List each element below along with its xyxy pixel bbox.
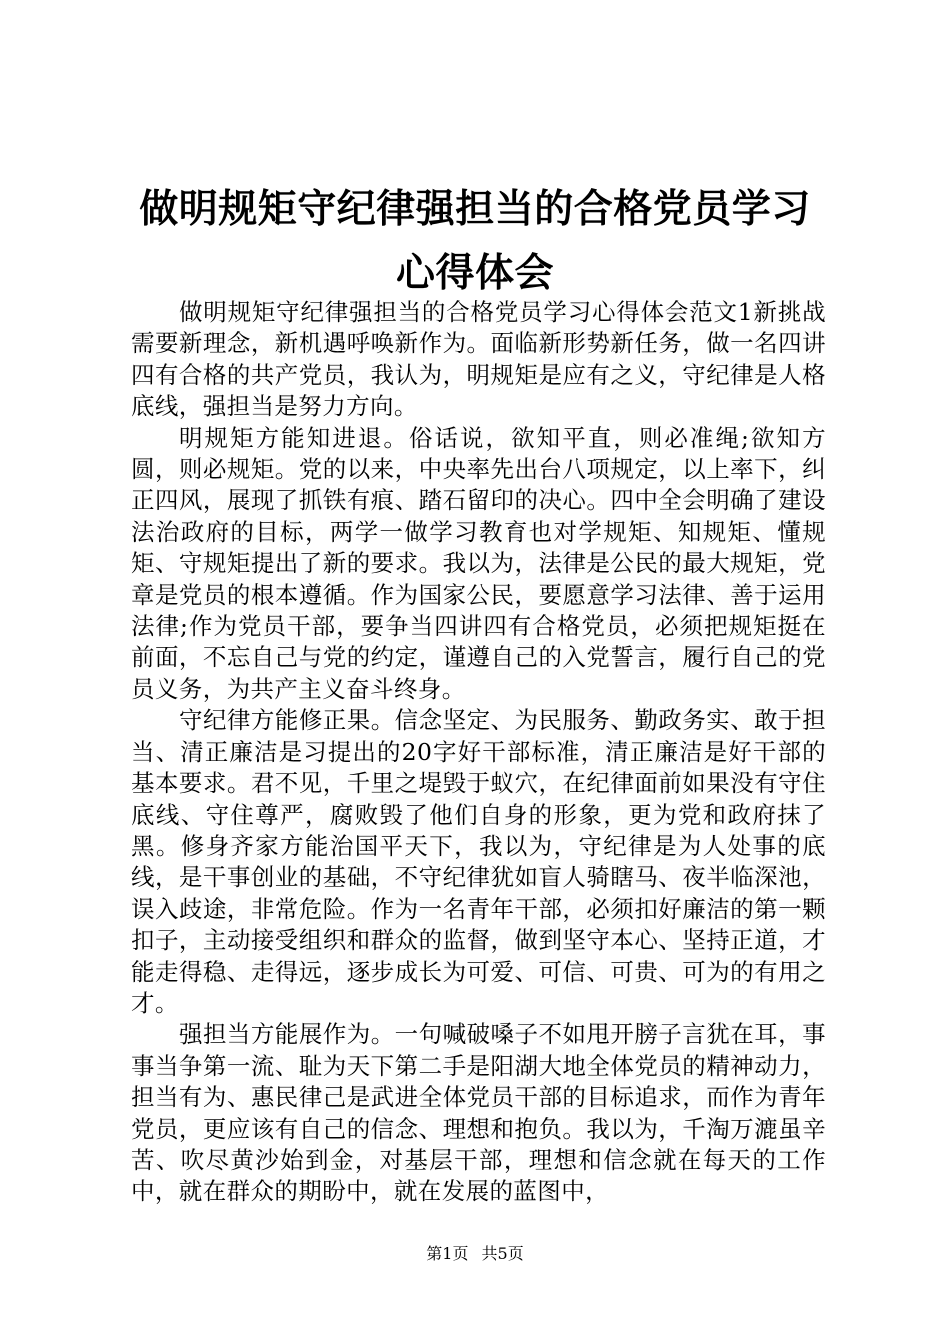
paragraph-1: 做明规矩守纪律强担当的合格党员学习心得体会范文1新挑战需要新理念，新机遇呼唤新作为。面临新形势新任务，做一名四讲四有合格的共产党员，我认为，明规矩是应有之义，守纪律是人格底线，强担当是努力方向。	[131, 298, 826, 421]
page-footer	[0, 1244, 950, 1264]
paragraph-4: 强担当方能展作为。一句喊破嗓子不如甩开膀子言犹在耳，事事当争第一流、耻为天下第二手是阳湖大地全体党员的精神动力，担当有为、惠民律己是武进全体党员干部的目标追求，而作为青年党员，更应该有自己的信念、理想和抱负。我以为，千淘万漉虽辛苦、吹尽黄沙始到金，对基层干部，理想和信念就在每天的工作中，就在群众的期盼中，就在发展的蓝图中，	[131, 1020, 826, 1206]
page-total: 共5页	[481, 1244, 524, 1263]
paragraph-3: 守纪律方能修正果。信念坚定、为民服务、勤政务实、敢于担当、清正廉洁是习提出的20字好干部标准，清正廉洁是好干部的基本要求。君不见，千里之堤毁于蚁穴，在纪律面前如果没有守住底线、守住尊严，腐败毁了他们自身的形象，更为党和政府抹了黑。修身齐家方能治国平天下，我以为，守纪律是为人处事的底线，是干事创业的基础，不守纪律犹如盲人骑瞎马、夜半临深池，误入歧途，非常危险。作为一名青年干部，必须扣好廉洁的第一颗扣子，主动接受组织和群众的监督，做到坚守本心、坚持正道，才能走得稳、走得远，逐步成长为可爱、可信、可贵、可为的有用之才。	[131, 706, 826, 1017]
document-title: 做明规矩守纪律强担当的合格党员学习心得体会	[139, 187, 811, 296]
paragraph-2: 明规矩方能知进退。俗话说，欲知平直，则必准绳;欲知方圆，则必规矩。党的以来，中央率先出台八项规定，以上率下，纠正四风，展现了抓铁有痕、踏石留印的决心。四中全会明确了建设法治政府的目标，两学一做学习教育也对学规矩、知规矩、懂规矩、守规矩提出了新的要求。我以为，法律是公民的最大规矩，党章是党员的根本遵循。作为国家公民，要愿意学习法律、善于运用法律;作为党员干部，要争当四讲四有合格党员，必须把规矩挺在前面，不忘自己与党的约定，谨遵自己的入党誓言，履行自己的党员义务，为共产主义奋斗终身。	[131, 423, 826, 703]
page-number: 第1页	[426, 1244, 469, 1263]
document-body	[131, 297, 826, 1208]
